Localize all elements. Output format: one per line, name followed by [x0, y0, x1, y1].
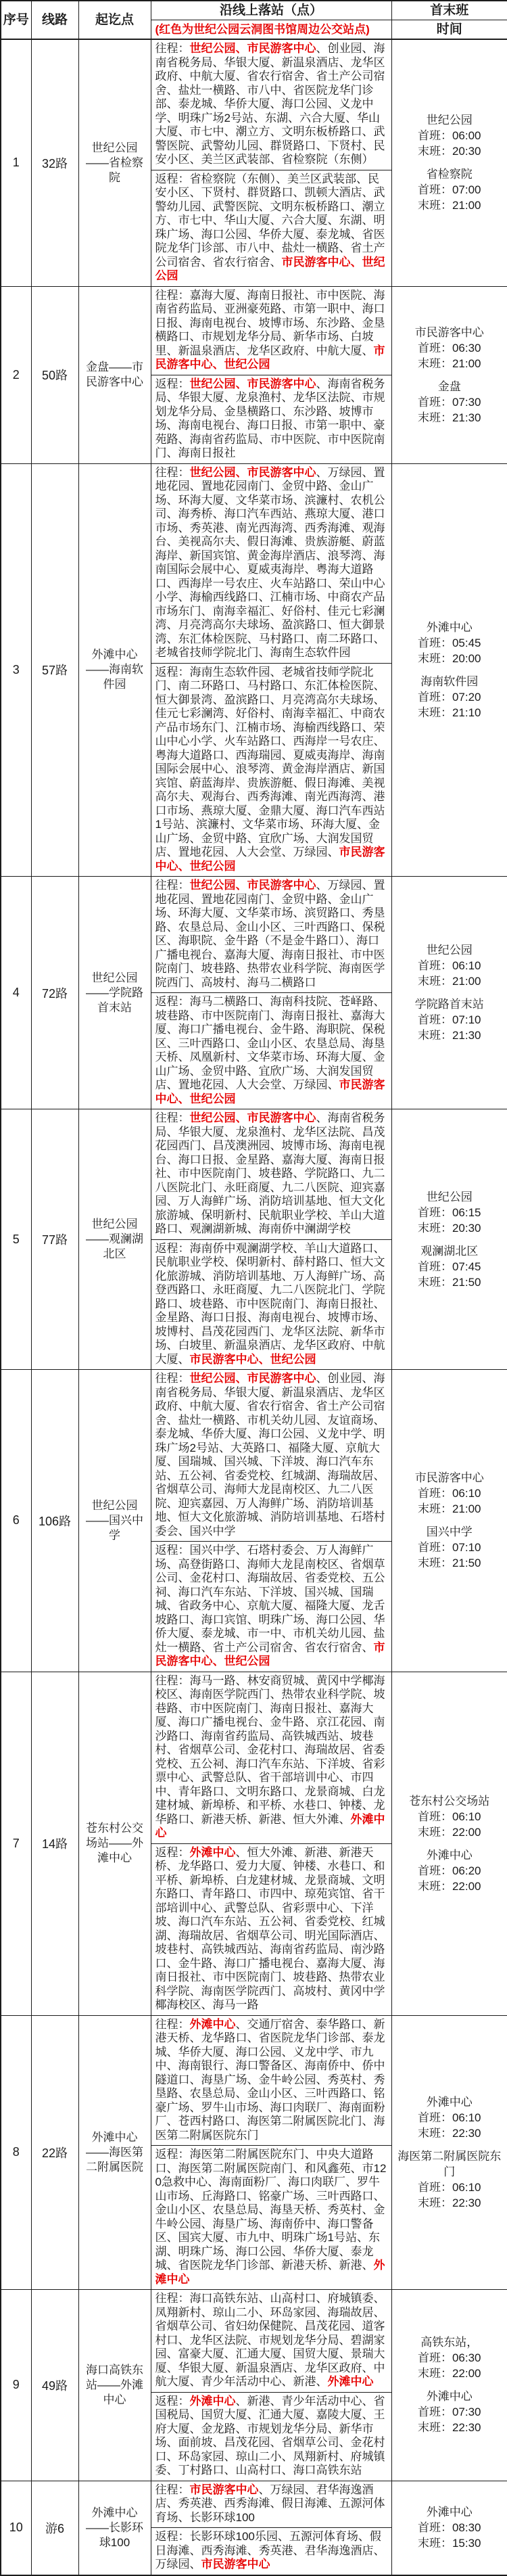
table-header	[1, 1, 507, 39]
route-line: 57路	[31, 463, 78, 877]
stations-text: 返程：	[155, 2394, 190, 2408]
route-seq: 5	[1, 1109, 31, 1370]
schedule-terminal: 外滩中心	[426, 2506, 473, 2518]
route-schedule	[391, 1109, 507, 1370]
schedule-block	[393, 2094, 506, 2141]
schedule-last-bus: 末班：21:00	[417, 1502, 481, 1516]
schedule-last-bus: 末班：21:00	[417, 356, 481, 370]
schedule-first-bus: 首班：06:15	[417, 1205, 481, 1219]
highlighted-stations: 世纪公园、市民游客中心	[189, 42, 316, 55]
route-line: 22路	[31, 2015, 78, 2290]
schedule-first-bus: 首班：07:10	[417, 1541, 481, 1555]
stations-text: 返程：国兴中学、石塔村委会、万人海鲜广场、高登街路口、海师大龙昆南校区、省烟草公司、金花村口、海瑞故居、省委党校、五公祠、海口汽车东站、下洋坡、国兴城、国瑞城、省政务中心、京航大厦、福隆大厦、龙舌坡路口、海口宾馆、明珠广场、海口公园、华侨大厦、泰龙城、市一中、市机关幼儿园、盐灶一横路、省土产公司宿舍、省农行宿舍、	[155, 1544, 385, 1654]
route-endpoints: 外滩中心——海南软件园	[78, 463, 151, 877]
schedule-last-bus: 末班：22:30	[417, 2196, 481, 2209]
schedule-last-bus: 末班：20:30	[417, 145, 481, 158]
schedule-block	[393, 379, 506, 426]
highlighted-stations: 市民游客中心、世纪公园	[155, 344, 385, 371]
stations-text: 、恒大外滩、新港、新港天桥、龙华路口、爱力大厦、钟楼、水巷口、和平桥、新埠桥、白龙建材城、龙景商城、文明东路口、青年路口、市四中、琼苑宾馆、省干部培训中心、武警总队、省彩票中心、下洋坡、海口汽车东站、五公祠、省委党校、红城湖、海瑞故居、省烟草公司、明光国际酒店、坡巷村、高铁城西站、海南省药监局、南沙路口、金牛路、海口广播电视台、嘉海大厦、海南日报社、市中医院南门、坡巷路、热带农业科学院、海南医学院西门、高坡村、黄冈中学椰海校区、海马一路	[155, 1845, 385, 2011]
highlighted-stations: 外滩中心	[189, 1845, 236, 1859]
schedule-block	[393, 2334, 506, 2381]
route-endpoints: 世纪公园——观澜湖北区	[78, 1109, 151, 1370]
schedule-block	[393, 674, 506, 720]
route-row	[1, 39, 507, 170]
schedule-terminal: 金盘	[437, 380, 461, 393]
schedule-block	[393, 1524, 506, 1571]
highlighted-stations: 世纪公园、市民游客中心	[189, 377, 316, 390]
stations-text: 往程：	[155, 465, 190, 479]
route-row	[1, 286, 507, 375]
schedule-last-bus: 末班：21:00	[417, 975, 481, 988]
schedule-first-bus: 首班：07:10	[417, 1013, 481, 1026]
highlighted-stations: 市民游客中心、世纪公园	[155, 255, 385, 282]
stations-text: 返程：	[155, 1845, 190, 1859]
stations-text: 返程：	[155, 377, 190, 390]
route-seq: 4	[1, 877, 31, 1109]
schedule-last-bus: 末班：22:00	[417, 2367, 481, 2380]
route-return-stations	[151, 663, 391, 877]
route-outbound-stations	[151, 286, 391, 375]
schedule-terminal: 省检察院	[426, 168, 473, 181]
schedule-terminal: 世纪公园	[426, 944, 473, 957]
schedule-terminal: 高铁东站，	[420, 2336, 479, 2349]
route-endpoints: 外滩中心——海医第二附属医院	[78, 2015, 151, 2290]
highlighted-stations: 市民游客中心	[201, 2558, 270, 2571]
stations-text: 返程：海南生态软件园、老城省技师学院北门、南二环路口、马村路口、东汇体检医院、恒大御景湾、盈滨路口、月亮湾高尔夫球场、佳元七彩澜湾、好俗村、南海幸福汇、中商农产品市场东门、江楠市场、海榆西线路口、荣山中心小学、火车站路口、西海岸一号农庄、粤海大道路口、西海瑞园、夏威夷海岸、海南国际会展中心、浪琴湾、黄金海岸酒店、新国宾馆、蔚蓝海岸、贵族游艇、假日海滩、美视高尔夫、观海台、西秀海滩、南光西海湾、港口市场、燕琼大厦、金鼎大厦、海口汽车西站1号站、滨濂村、文华菜市场、环海大厦、金山广场、金贸中路、宜欣广场、大润发国贸店、置地花园、人大会堂、万绿园、	[155, 665, 385, 858]
schedule-terminal: 外滩中心	[426, 2390, 473, 2404]
highlighted-stations: 市民游客中心、世纪公园	[189, 1352, 316, 1366]
schedule-block	[393, 996, 506, 1043]
stations-text: 、万绿园、置地花园、置地花园南门、金贸中路、金山广场、环海大厦、文华菜市场、滨濂村、农机公司、海秀桥、海口汽车西站、燕琼大厦、港口市场、秀英港、南光西海湾、西秀海滩、观海台、美视高尔夫、假日海滩、贵族游艇、蔚蓝海岸、新国宾馆、黄金海岸酒店、浪琴湾、海南国际会展中心、夏威夷海岸、粤海大道路口、西海岸一号农庄、火车站路口、荣山中心小学、海榆西线路口、江楠市场、中商农产品市场东门、南海幸福汇、好俗村、佳元七彩澜湾、月亮湾高尔夫球场、盈滨路口、恒大御景湾、东汇体检医院、马村路口、南二环路口、老城省技师学院北门、海南生态软件园	[155, 465, 385, 659]
route-return-stations	[151, 375, 391, 463]
route-seq: 6	[1, 1370, 31, 1672]
route-return-stations	[151, 2392, 391, 2481]
stations-text: 返程：海马二横路口、海南科技院、苍峄路、坡巷路、市中医院南门、海南日报社、嘉海大厦、海口广播电视台、金牛路、海职院、保税区、三叶西路口、金山小区、农垦总局、海垦天桥、凤凰新村、文华菜市场、环海大厦、金山广场、金贸中路、宜欣广场、大润发国贸店、置地花园、人大会堂、万绿园、	[155, 995, 385, 1091]
stations-text: 、创业园、海南省税务局、华银大厦、新温泉酒店、龙华区政府、中航大厦、省农行宿舍、省土产公司宿舍、盐灶一横路、市机关幼儿园、友谊商场、泰龙城、华侨大厦、海口公园、义龙中学、明珠广场2号站、大英路口、福隆大厦、京航大厦、国瑞城、国兴城、下洋坡、海口汽车东站、五公祠、省委党校、红城湖、海瑞故居、省烟草公司、海师大龙昆南校区、九二八医院、迎宾嘉园、万人海鲜广场、消防培训基地、恒大文化旅游城、消防培训基地、石塔村委会、国兴中学	[155, 1372, 385, 1538]
route-row	[1, 1109, 507, 1240]
routes-body	[1, 39, 507, 2575]
schedule-first-bus: 首班：06:10	[417, 959, 481, 972]
stations-text: 、海南省税务局、华银大厦、龙泉渔村、龙华区法院、昌茂花园西门、昌茂澳洲园、坡博市场、海南电视台、海口日报、金星路、嘉海大厦、海南日报社、市中医院南门、坡巷路、学院路口、九二八医院北门、永旺商厦、九二八医院、迎宾嘉园、万人海鲜广场、消防培训基地、恒大文化旅游城、保明新村、民航职业学校、羊山大道路口、观澜湖新城、海南侨中澜湖学校	[155, 1111, 385, 1235]
schedule-block	[393, 2504, 506, 2551]
schedule-last-bus: 末班：15:30	[417, 2537, 481, 2550]
route-return-stations	[151, 1542, 391, 1672]
schedule-first-bus: 首班：06:10	[417, 2111, 481, 2124]
route-outbound-stations	[151, 2481, 391, 2528]
stations-text: 返程：长影环球100乐园、五源河体育场、假日海滩、西秀海滩、秀英港、君华海逸酒店、万绿园、	[155, 2530, 385, 2571]
schedule-last-bus: 末班：22:30	[417, 2421, 481, 2435]
route-line: 49路	[31, 2290, 78, 2481]
highlighted-stations: 市民游客中心	[189, 2483, 259, 2496]
route-line: 游6	[31, 2481, 78, 2575]
route-schedule	[391, 2290, 507, 2481]
route-schedule	[391, 1370, 507, 1672]
schedule-block	[393, 942, 506, 989]
stations-text: 往程：海马一路、林安商贸城、黄冈中学椰海校区、海南医学院西门、热带农业科学院、坡巷路、市中医院南门、海南日报社、嘉海大厦、海口广播电视台、金牛路、京江花园、南沙路口、海南省药监局、高铁城西站、坡巷村、省烟草公司、金花村口、海瑞故居、省委党校、五公祠、海口汽车东站、下洋坡、省彩票中心、武警总队、省干部培训中心、市四中、青年路口、文明东路口、龙景商城、白龙建材城、新埠桥、和平桥、水巷口、钟楼、龙华路口、新港天桥、新港、恒大外滩、	[155, 1674, 385, 1826]
route-endpoints: 金盘——市民游客中心	[78, 286, 151, 463]
highlighted-stations: 市民游客中心、世纪公园	[155, 846, 385, 873]
route-seq: 3	[1, 463, 31, 877]
route-seq: 2	[1, 286, 31, 463]
stations-text: 、万绿园、君华海逸酒店、秀英港、西秀海滩、假日海滩、五源河体育场、长影环球100	[155, 2483, 385, 2524]
route-return-stations	[151, 1239, 391, 1370]
schedule-terminal: 观澜湖北区	[420, 1244, 479, 1258]
stations-text: 往程：	[155, 42, 190, 55]
route-seq: 8	[1, 2015, 31, 2290]
schedule-first-bus: 首班：06:10	[417, 2180, 481, 2194]
route-schedule	[391, 877, 507, 1109]
highlighted-stations: 世纪公园、市民游客中心	[189, 465, 316, 479]
schedule-first-bus: 首班：07:45	[417, 1260, 481, 1273]
header-col-line: 线路	[31, 1, 78, 39]
schedule-terminal: 海南软件园	[420, 674, 479, 688]
route-return-stations	[151, 2528, 391, 2575]
route-row	[1, 1370, 507, 1542]
header-col-seq: 序号	[1, 1, 31, 39]
schedule-block	[393, 1847, 506, 1894]
route-endpoints: 苍东村公交场站——外滩中心	[78, 1672, 151, 2015]
stations-text: 往程：	[155, 2483, 190, 2496]
route-return-stations	[151, 993, 391, 1109]
route-outbound-stations	[151, 1370, 391, 1542]
schedule-block	[393, 112, 506, 159]
schedule-terminal: 国兴中学	[426, 1525, 473, 1539]
stations-text: 返程：省检察院（东侧）、美兰区武装部、民安小区、下贤村、群贤路口、凯顿大酒店、武警幼儿园、武警医院、文明东板桥路口、潮立方、市七中、华山大厦、六合大厦、东湖、明珠广场、海口公园、华侨大厦、泰龙城、省医院龙华门诊部、市八中、盐灶一横路、省土产公司宿舍、省农行宿舍、	[155, 172, 385, 269]
schedule-terminal: 市民游客中心	[414, 1471, 484, 1485]
red-highlight-note: (红色为世纪公园云洞图书馆周边公交站点)	[155, 23, 370, 36]
stations-text: 往程：	[155, 1372, 190, 1385]
route-outbound-stations	[151, 2290, 391, 2393]
schedule-terminal: 外滩中心	[426, 1848, 473, 1862]
schedule-first-bus: 首班：07:20	[417, 690, 481, 704]
header-col-stations: 沿线上落站（点）	[151, 1, 391, 20]
stations-text: 、万绿园、置地花园、置地花园南门、金贸中路、金山广场、环海大厦、文华菜市场、滨贸路口、秀垦路、农垦总局、金山小区、三叶西路口、保税区、海职院、金牛路（不是金牛路口）、海口广播电视台、嘉海大厦、海南日报社、市中医院南门、坡巷路、热带农业科学院、海南医学院西门、高坡村、海马二横路口	[155, 879, 385, 989]
schedule-first-bus: 首班：06:20	[417, 1864, 481, 1877]
route-schedule	[391, 463, 507, 877]
route-outbound-stations	[151, 877, 391, 993]
schedule-first-bus: 首班：05:45	[417, 636, 481, 649]
schedule-terminal: 市民游客中心	[414, 325, 484, 339]
header-col-endpoints: 起讫点	[78, 1, 151, 39]
route-line: 32路	[31, 39, 78, 286]
schedule-last-bus: 末班：22:00	[417, 1825, 481, 1839]
schedule-first-bus: 首班：06:30	[417, 2351, 481, 2365]
schedule-last-bus: 末班：21:30	[417, 1029, 481, 1042]
route-line: 14路	[31, 1672, 78, 2015]
route-seq: 10	[1, 2481, 31, 2575]
highlighted-stations: 外滩中心	[327, 2375, 374, 2388]
schedule-first-bus: 首班：06:30	[417, 341, 481, 354]
route-outbound-stations	[151, 39, 391, 170]
stations-text: 往程：嘉海大厦、海南日报社、市中医院、海南省药监局、亚洲豪苑路、市第一职中、海口日报、海南电视台、坡博市场、东沙路、金垦横路口、市规划龙华分局、新华市场、白坡里、新温泉酒店、龙华区政府、中航大厦、	[155, 288, 385, 357]
highlighted-stations: 外滩中心	[189, 2017, 236, 2031]
schedule-block	[393, 620, 506, 666]
schedule-first-bus: 首班：07:00	[417, 183, 481, 197]
schedule-first-bus: 首班：06:10	[417, 1810, 481, 1823]
schedule-first-bus: 首班：06:10	[417, 1487, 481, 1500]
schedule-first-bus: 首班：07:30	[417, 2406, 481, 2419]
schedule-block	[393, 1470, 506, 1517]
route-line: 106路	[31, 1370, 78, 1672]
schedule-first-bus: 首班：06:00	[417, 129, 481, 143]
schedule-terminal: 海医第二附属医院东门	[397, 2149, 502, 2178]
schedule-terminal: 外滩中心	[426, 2095, 473, 2109]
route-endpoints: 海口高铁东站——外滩中心	[78, 2290, 151, 2481]
route-return-stations	[151, 1843, 391, 2015]
highlighted-stations: 外滩中心	[189, 2394, 236, 2408]
schedule-last-bus: 末班：21:50	[417, 1557, 481, 1570]
stations-text: 、交通厅宿舍、泰华路口、新港天桥、龙华路口、省医院龙华门诊部、泰龙城、华侨大厦、海口公园、义龙中学、市九中、海南银行、海口警备区、海南侨中、侨中隧道口、海垦广场、金牛岭公园、秀英村、秀垦路、农垦总局、金山小区、三叶西路口、铭豪广场、罗牛山市场、海口肉联厂、海南面粉厂、苍西村路口、海医第二附属医院北门、海医第二附属医院东门	[155, 2017, 385, 2142]
stations-text: 、海南省税务局、华银大厦、龙泉渔村、龙华区法院、市规划龙华分局、金垦横路口、东沙路、坡博市场、海南电视台、海口日报、市第一职中、豪苑路、海南省药监局、市中医院、市中医院南门、海南日报社	[155, 377, 385, 459]
schedule-block	[393, 1189, 506, 1236]
route-row	[1, 2481, 507, 2528]
schedule-first-bus: 首班：07:30	[417, 395, 481, 409]
route-outbound-stations	[151, 1109, 391, 1240]
schedule-terminal: 外滩中心	[426, 620, 473, 634]
stations-text: 往程：	[155, 1111, 190, 1124]
schedule-last-bus: 末班：22:30	[417, 2126, 481, 2140]
schedule-last-bus: 末班：21:00	[417, 199, 481, 212]
schedule-terminal: 苍东村公交场站	[409, 1794, 490, 1808]
schedule-block	[393, 1243, 506, 1290]
header-stations-note	[151, 20, 391, 40]
highlighted-stations: 世纪公园、市民游客中心	[189, 1111, 316, 1124]
schedule-last-bus: 末班：20:30	[417, 1221, 481, 1235]
route-schedule	[391, 2481, 507, 2575]
route-schedule	[391, 2015, 507, 2290]
route-schedule	[391, 1672, 507, 2015]
highlighted-stations: 外滩中心	[155, 1812, 385, 1839]
route-row	[1, 1672, 507, 1843]
stations-text: 返程：海南侨中观澜湖学校、羊山大道路口、民航职业学校、保明新村、薛村路口、恒大文化旅游城、消防培训基地、万人海鲜广场、高登西路口、永旺商厦、九二八医院北门、学院路口、坡巷路、市中医院南门、海南日报社、金星路、海口日报、海南电视台、坡博市场、坡博村、昌茂花园西门、龙华区法院、新华市场、白坡里、新温泉酒店、龙华区政府、中航大厦、	[155, 1241, 385, 1366]
route-row	[1, 877, 507, 993]
stations-text: 、新港、青少年活动中心、省国税局、国贸大厦、汇通大厦、嘉陵大厦、王府大厦、金龙路、市规划龙华分局、新华市场、面前坡、昌茂花园、省烟草公司、金花村口、环岛家园、琼山二小、凤翔新村、府城镇委、丁村路口、山高村口、海口高铁东站	[155, 2394, 385, 2477]
header-col-time-line2: 时间	[391, 20, 507, 40]
route-seq: 1	[1, 39, 31, 286]
schedule-last-bus: 末班：21:10	[417, 706, 481, 719]
route-line: 50路	[31, 286, 78, 463]
route-outbound-stations	[151, 463, 391, 663]
schedule-last-bus: 末班：21:50	[417, 1275, 481, 1289]
schedule-block	[393, 2389, 506, 2435]
stations-text: 往程：	[155, 2017, 190, 2031]
route-seq: 7	[1, 1672, 31, 2015]
stations-text: 返程：海医第二附属医院东门、中央大道路口、海医第二附属医院南门、和风鑫苑、市120急救中心、海南面粉厂、海口肉联厂、罗牛山市场、丘海路口、铭豪广场、三叶西路口、金山小区、农垦总局、海垦天桥、秀英村、金牛岭公园、海垦广场、海南侨中、海口警备区、国宾大厦、市九中、明珠广场1号站、东湖、明珠广场、海口公园、华侨大厦、泰龙城、省医院龙华门诊部、新港天桥、新港、	[155, 2148, 387, 2272]
route-row	[1, 2290, 507, 2393]
route-row	[1, 2015, 507, 2146]
highlighted-stations: 市民游客中心、世纪公园	[155, 1640, 385, 1668]
highlighted-stations: 市民游客中心、世纪公园	[155, 1078, 385, 1105]
stations-text: 、创业园、海南省税务局、华银大厦、新温泉酒店、龙华区政府、中航大厦、省农行宿舍、省土产公司宿舍、盐灶一横路、市八中、省医院龙华门诊部、泰龙城、华侨大厦、海口公园、义龙中学、明珠广场2号站、东湖、六合大厦、华山大厦、市七中、潮立方、文明东板桥路口、武警医院、武警幼儿园、群贤路口、下贤村、民安小区、美兰区武装部、省检察院（东侧）	[155, 42, 385, 166]
route-endpoints: 世纪公园——学院路首末站	[78, 877, 151, 1109]
route-line: 72路	[31, 877, 78, 1109]
route-return-stations	[151, 170, 391, 286]
route-outbound-stations	[151, 2015, 391, 2146]
route-row	[1, 463, 507, 663]
schedule-block	[393, 325, 506, 371]
route-endpoints: 世纪公园——国兴中学	[78, 1370, 151, 1672]
route-line: 77路	[31, 1109, 78, 1370]
route-endpoints: 外滩中心——长影环球100	[78, 2481, 151, 2575]
schedule-terminal: 世纪公园	[426, 1190, 473, 1203]
schedule-terminal: 世纪公园	[426, 114, 473, 127]
route-schedule	[391, 39, 507, 286]
schedule-last-bus: 末班：22:00	[417, 1879, 481, 1893]
route-schedule	[391, 286, 507, 463]
schedule-block	[393, 2148, 506, 2211]
stations-text: 往程：海口高铁东站、山高村口、府城镇委、凤翔新村、琼山二小、环岛家园、海瑞故居、省烟草公司、省妇幼保健院、昌茂花园、道客村口、龙华区法院、市规划龙华分局、碧湖家园、富豪大厦、汇通大厦、国贸大厦、景瑞大厦、华银大厦、新温泉酒店、龙华区政府、中航大厦、青少年活动中心、新港、	[155, 2292, 385, 2388]
route-endpoints: 世纪公园——省检察院	[78, 39, 151, 286]
highlighted-stations: 外滩中心	[155, 2259, 385, 2286]
header-col-time-line1: 首末班	[391, 1, 507, 20]
schedule-block	[393, 1793, 506, 1840]
highlighted-stations: 世纪公园、市民游客中心	[189, 879, 316, 892]
highlighted-stations: 世纪公园、市民游客中心	[189, 1372, 316, 1385]
route-outbound-stations	[151, 1672, 391, 1843]
route-seq: 9	[1, 2290, 31, 2481]
schedule-last-bus: 末班：20:00	[417, 651, 481, 665]
route-return-stations	[151, 2146, 391, 2290]
stations-text: 往程：	[155, 879, 190, 892]
schedule-last-bus: 末班：21:30	[417, 411, 481, 424]
schedule-terminal: 学院路首末站	[414, 998, 484, 1011]
schedule-first-bus: 首班：08:30	[417, 2521, 481, 2534]
schedule-block	[393, 166, 506, 213]
